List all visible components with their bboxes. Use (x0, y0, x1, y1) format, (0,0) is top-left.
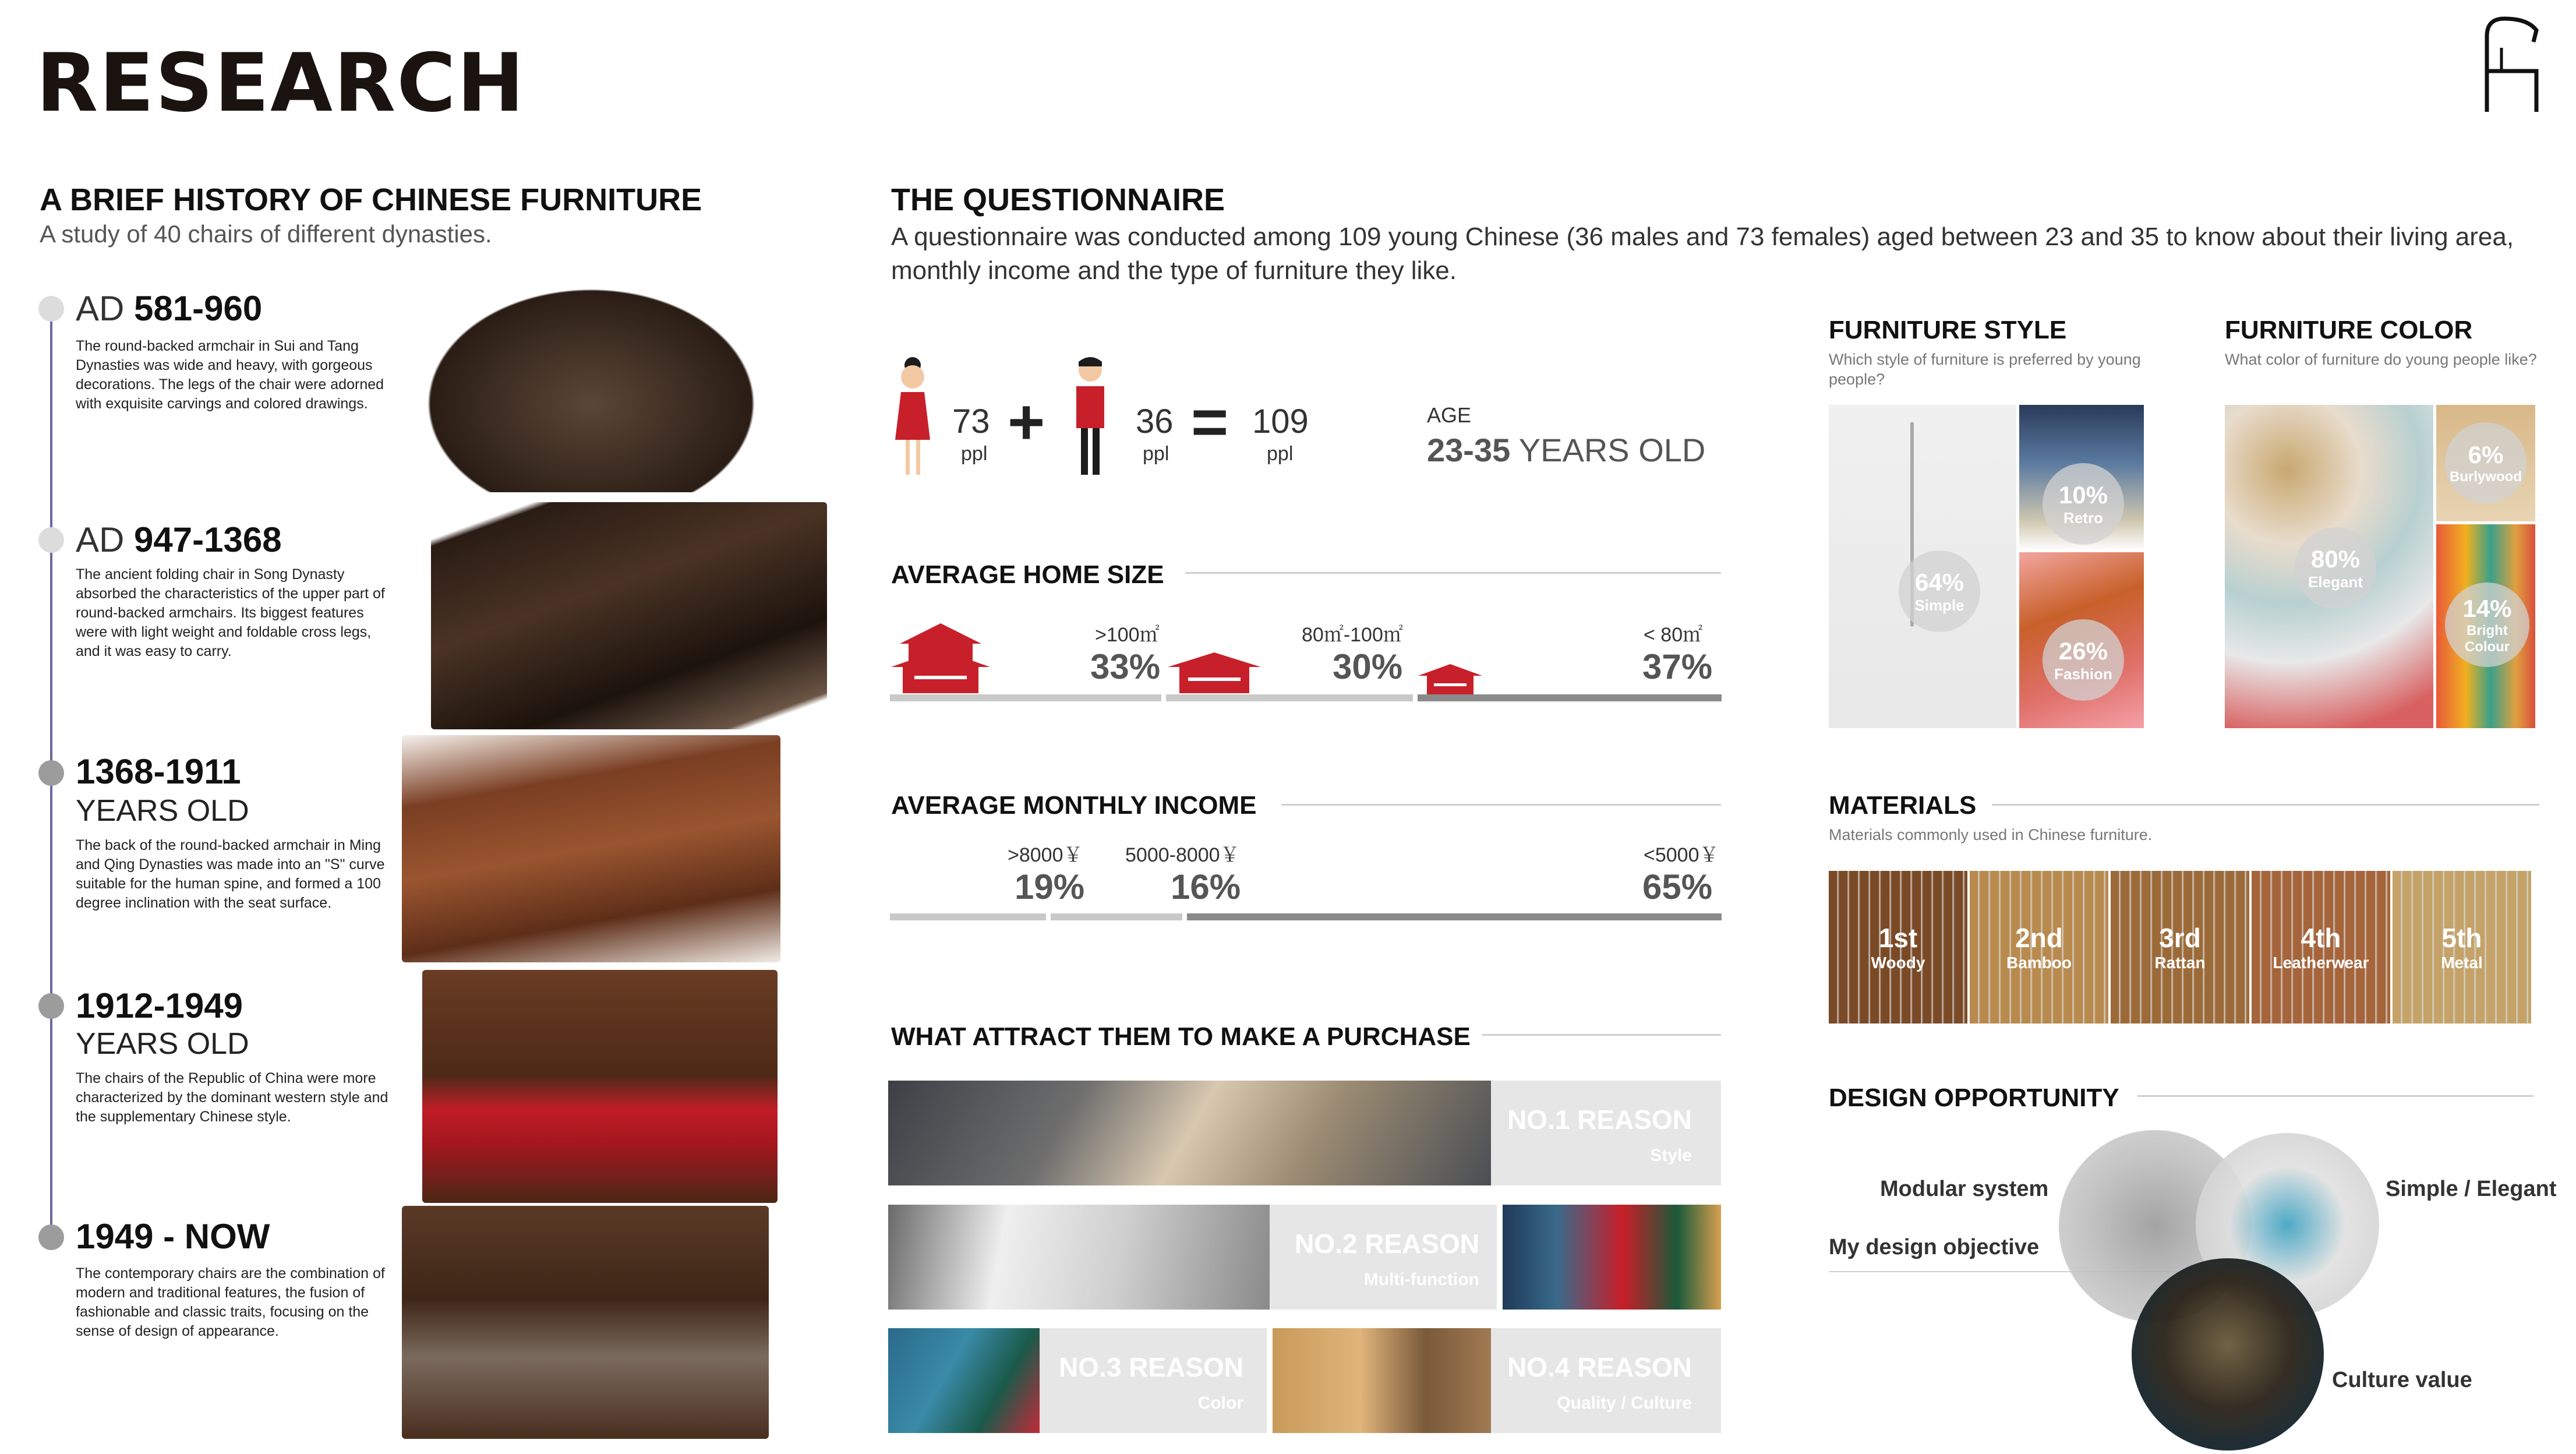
small-house-icon (1415, 661, 1485, 696)
female-person-icon (888, 352, 938, 481)
home-size-bars (890, 694, 1722, 701)
proportion-bar (1187, 913, 1722, 920)
income-pct: 19% (1015, 867, 1085, 906)
medium-house-icon (1165, 650, 1264, 696)
era-title: AD 581-960 (76, 289, 263, 328)
material-name: Rattan (2154, 954, 2206, 972)
proportion-bar (1166, 694, 1413, 701)
era-description: The contemporary chairs are the combination of modern and traditional features, the fusion of fashionable and classic traits, focusing on the sense of design of appearance. (76, 1265, 385, 1339)
era-title: 1368-1911 (76, 752, 241, 791)
era-title: 1912-1949 (76, 986, 243, 1025)
style-subtitle: Which style of furniture is preferred by young people? (1829, 351, 2141, 388)
divider (1992, 804, 2539, 806)
proportion-bar (1051, 913, 1182, 920)
color-title: FURNITURE COLOR (2225, 316, 2473, 344)
home-size-pct: 33% (1090, 647, 1161, 686)
era-subtitle: YEARS OLD (76, 794, 249, 828)
reason-image-quality (1273, 1328, 1491, 1433)
material-tile (2393, 871, 2531, 1024)
proportion-bar (890, 694, 1161, 701)
reason-card (1491, 1328, 1721, 1433)
color-badge: 14% Bright Colour (2445, 583, 2529, 667)
material-name: Woody (1871, 954, 1925, 972)
color-subtitle: What color of furniture do young people like? (2225, 351, 2537, 368)
reason-subtitle: Quality / Culture (1557, 1393, 1692, 1413)
timeline-dot (38, 296, 64, 322)
history-subtitle: A study of 40 chairs of different dynasties. (40, 220, 492, 248)
home-size-pct: 37% (1642, 647, 1713, 686)
style-title: FURNITURE STYLE (1829, 316, 2067, 344)
income-bars (890, 913, 1722, 920)
income-pct: 16% (1171, 867, 1241, 906)
questionnaire-text: A questionnaire was conducted among 109 young Chinese (36 males and 73 females) aged between 23 and 35 to know about their living area, monthly income and the type of furniture they like. (891, 223, 2514, 285)
home-size-label: 80㎡-100㎡ (1302, 624, 1403, 646)
reason-title: NO.2 REASON (1295, 1229, 1479, 1259)
male-person-icon (1066, 352, 1115, 481)
material-name: Bamboo (2006, 954, 2072, 972)
home-size-label: < 80㎡ (1644, 624, 1703, 646)
divider (2137, 1095, 2533, 1097)
style-badge: 26% Fashion (2043, 619, 2124, 701)
divider (1185, 572, 1721, 574)
era-description: The chairs of the Republic of China were more characterized by the dominant western style and the supplementary Chinese style. (76, 1070, 388, 1125)
color-image-bright (2436, 524, 2535, 728)
opportunity-objective: My design objective (1829, 1235, 2040, 1259)
reason-subtitle: Multi-function (1363, 1270, 1479, 1289)
opportunity-simple: Simple / Elegant (2386, 1177, 2557, 1201)
era-description: The round-backed armchair in Sui and Tang Dynasties was wide and heavy, with gorgeous decorations. The legs of the chair were adorned with exquisite carvings and colored drawings. (76, 338, 384, 412)
material-rank: 2nd (2015, 923, 2063, 953)
history-title: A BRIEF HISTORY OF CHINESE FURNITURE (40, 182, 702, 217)
reason-title: NO.4 REASON (1507, 1352, 1692, 1382)
material-tile (2252, 871, 2390, 1024)
income-title: AVERAGE MONTHLY INCOME (891, 791, 1257, 820)
large-house-icon (888, 620, 993, 696)
style-image-simple (1829, 405, 2016, 728)
purchase-title: WHAT ATTRACT THEM TO MAKE A PURCHASE (891, 1022, 1471, 1051)
reason-title: NO.1 REASON (1507, 1104, 1692, 1135)
proportion-bar (890, 913, 1046, 920)
home-size-label: >100㎡ (1095, 624, 1160, 646)
male-count: 36 (1136, 403, 1174, 440)
reason-image-color-chair (888, 1328, 1040, 1433)
female-unit: ppl (961, 443, 988, 465)
opportunity-title: DESIGN OPPORTUNITY (1829, 1084, 2119, 1112)
proportion-bar (1418, 694, 1722, 701)
total-unit: ppl (1267, 443, 1294, 465)
color-image-elegant (2225, 405, 2433, 728)
timeline-dot (38, 993, 64, 1019)
style-badge: 10% Retro (2043, 463, 2124, 545)
age-value: 23-35 YEARS OLD (1427, 432, 1706, 468)
age-label: AGE (1427, 403, 1472, 427)
material-tile (1970, 871, 2108, 1024)
style-badge: 64% Simple (1899, 550, 1980, 632)
timeline-dot (38, 1224, 64, 1250)
material-rank: 5th (2441, 923, 2482, 953)
equals-sign: = (1191, 386, 1229, 458)
style-image-fashion (2019, 552, 2144, 728)
material-name: Leatherwear (2273, 954, 2369, 972)
income-label: >8000￥ (1008, 844, 1083, 866)
material-name: Metal (2441, 954, 2483, 972)
material-rank: 3rd (2159, 923, 2201, 953)
male-unit: ppl (1143, 443, 1169, 465)
era-title: AD 947-1368 (76, 520, 282, 559)
timeline-dot (38, 760, 64, 786)
era-subtitle: YEARS OLD (76, 1027, 249, 1061)
era-title: 1949 - NOW (76, 1217, 270, 1256)
materials-title: MATERIALS (1829, 791, 1977, 820)
income-pct: 65% (1642, 867, 1713, 906)
material-tile (2111, 871, 2249, 1024)
chair-image-republic (422, 970, 778, 1203)
chair-image-song (431, 502, 827, 729)
venn-culture (2132, 1258, 2324, 1451)
income-label: <5000￥ (1644, 844, 1719, 866)
materials-row (1829, 871, 2531, 1024)
home-size-pct: 30% (1333, 647, 1403, 686)
era-description: The back of the round-backed armchair in Ming and Qing Dynasties was made into an "S" curve suitable for the human spine, and formed a 100 degree inclination with the seat surface. (76, 837, 385, 911)
home-size-title: AVERAGE HOME SIZE (891, 560, 1164, 589)
style-image-retro (2019, 405, 2144, 550)
materials-subtitle: Materials commonly used in Chinese furniture. (1829, 826, 2153, 844)
reason-image-multifunction (888, 1205, 1270, 1310)
opportunity-culture: Culture value (2332, 1368, 2472, 1392)
reason-subtitle: Style (1650, 1146, 1692, 1165)
reason-card (1270, 1205, 1497, 1310)
chair-logo-icon (2469, 13, 2557, 118)
reason-card (1491, 1081, 1721, 1185)
divider (1281, 804, 1721, 806)
color-badge: 6% Burlywood (2445, 422, 2526, 504)
material-rank: 4th (2301, 923, 2341, 953)
total-count: 109 (1252, 403, 1309, 440)
timeline-dot (38, 527, 64, 553)
material-tile (1829, 871, 1967, 1024)
reason-card (1040, 1328, 1267, 1433)
reason-subtitle: Color (1197, 1393, 1243, 1413)
era-description: The ancient folding chair in Song Dynasty absorbed the characteristics of the upper part of round-backed armchairs. Its biggest features were with light weight and foldable cross legs, and it was easy to carry. (76, 566, 385, 659)
questionnaire-title: THE QUESTIONNAIRE (891, 182, 1225, 217)
income-label: 5000-8000￥ (1125, 844, 1240, 866)
plus-sign: + (1008, 386, 1045, 458)
reason-title: NO.3 REASON (1059, 1352, 1243, 1382)
chair-image-sui-tang (402, 271, 780, 492)
reason-image-style (888, 1081, 1491, 1185)
color-badge: 80% Elegant (2295, 527, 2376, 609)
material-rank: 1st (1878, 923, 1918, 953)
page-title: RESEARCH (36, 36, 526, 130)
reason-image-color (1503, 1205, 1721, 1310)
chair-image-ming-qing (402, 735, 780, 962)
chair-image-contemporary (402, 1206, 769, 1439)
divider (1482, 1034, 1721, 1036)
color-image-burlywood (2436, 405, 2535, 521)
female-count: 73 (952, 403, 990, 440)
opportunity-modular: Modular system (1880, 1177, 2049, 1201)
